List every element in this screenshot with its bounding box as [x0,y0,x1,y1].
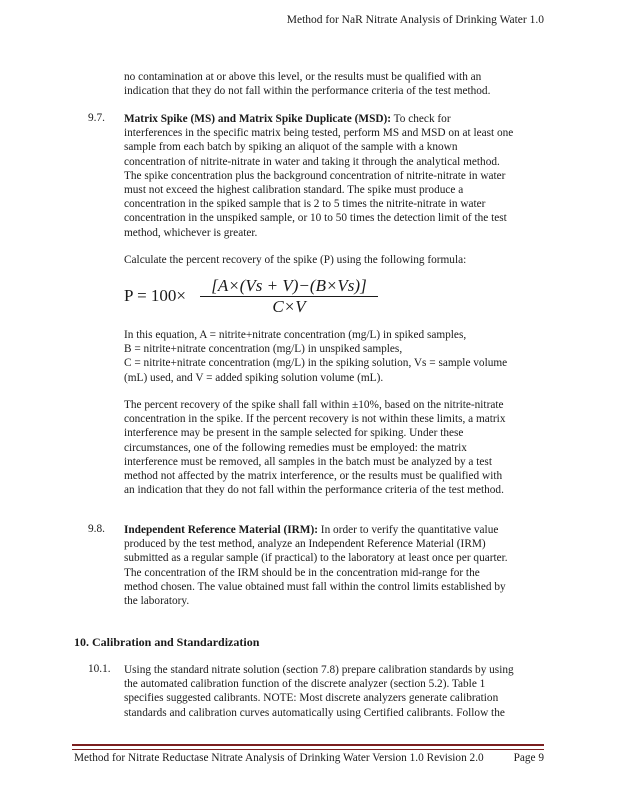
section-number-9-7: 9.7. [88,112,105,124]
text-line: no contamination at or above this level, or the results must be qualified with an [124,71,482,83]
text-line: specifies suggested calibrants. NOTE: Most discrete analyzers generate calibration [124,692,499,705]
page-number: Page 9 [513,752,544,764]
section-heading: Matrix Spike (MS) and Matrix Spike Duplicate (MSD): [124,113,392,125]
text-line: circumstances, one of the following remedies must be employed: the matrix [124,441,467,454]
text-line: Independent Reference Material (IRM): In order to verify the quantitative value [124,524,499,536]
section-9-7-body [124,112,564,240]
percent-recovery-formula [124,276,384,316]
text-line: indication that they do not fall within the performance criteria of the test method. [124,85,491,98]
formula-fraction [196,276,382,317]
text-line: sample from each batch by spiking an aliquot of the sample with a known [124,141,458,154]
text-line: The concentration of the IRM should be in the concentration mid-range for the [124,566,480,579]
text-line: C = nitrite+nitrate concentration (mg/L) in the spiking solution, Vs = sample volume [124,357,508,370]
text-line: Using the standard nitrate solution (section 7.8) prepare calibration standards by using [124,664,514,676]
text-line: interference must be removed, all samples in the batch must be analyzed by a test [124,455,492,468]
formula-denominator: C×V [272,297,306,316]
text-line: interferences in the specific matrix being tested, perform MS and MSD on at least one [124,127,514,140]
text-line: the laboratory. [124,595,190,608]
text-line: submitted as a regular sample (if practical) to the laboratory at least once per quarter. [124,552,508,565]
running-header: Method for NaR Nitrate Analysis of Drinking Water 1.0 [286,14,544,26]
footer-divider [72,744,544,750]
footer-title: Method for Nitrate Reductase Nitrate Analysis of Drinking Water Version 1.0 Revision 2.0 [74,752,484,764]
text-line: the automated calibration function of the discrete analyzer (section 5.2). Table 1 [124,678,486,691]
text-line: an indication that they do not fall within the performance criteria of the test method. [124,484,504,497]
calc-instruction: Calculate the percent recovery of the spike (P) using the following formula: [124,254,467,266]
text-line: B = nitrite+nitrate concentration (mg/L) in unspiked samples, [124,343,403,356]
formula-numerator: [A×(Vs + V)−(B×Vs)] [211,276,367,295]
intro-paragraph [124,70,564,98]
formula-lhs: P = 100× [124,286,186,305]
text-line: method, whichever is greater. [124,226,258,239]
text-line: The spike concentration plus the background concentration of nitrite-nitrate in water [124,169,506,182]
text-line: must not exceed the highest calibration standard. The spike must produce a [124,184,464,197]
text-line: method not affected by the matrix interference, or the results must be qualified with [124,470,503,483]
section-10-1-body [124,663,564,720]
text-line: concentration in the spike. If the percent recovery is not within these limits, a matrix [124,413,506,426]
text-line: (mL) used, and V = added spiking solution volume (mL). [124,371,384,384]
text-line: concentration in the unspiked sample, or 10 to 50 times the detection limit of the test [124,212,507,225]
section-number-10-1: 10.1. [88,663,111,675]
text-line: interference may be present in the sample selected for spiking. Under these [124,427,464,440]
variable-definitions [124,328,564,385]
text-line: standards and calibration curves automatically using Certified calibrants. Follow the [124,706,505,719]
text-line: Matrix Spike (MS) and Matrix Spike Duplicate (MSD): To check for [124,113,451,125]
text-line: The percent recovery of the spike shall fall within ±10%, based on the nitrite-nitrate [124,399,504,411]
section-9-8-body [124,523,564,608]
section-number-9-8: 9.8. [88,523,105,535]
text-line: concentration of nitrite-nitrate in water and taking it through the analytical method. [124,155,500,168]
section-10-heading: 10. Calibration and Standardization [74,635,260,649]
section-heading: Independent Reference Material (IRM): [124,524,318,536]
text-line: concentration in the spiked sample that is 2 to 5 times the nitrite-nitrate in water [124,198,486,211]
text-line: In this equation, A = nitrite+nitrate concentration (mg/L) in spiked samples, [124,329,467,341]
text-line: method chosen. The value obtained must fall within the control limits established by [124,580,506,593]
recovery-paragraph [124,398,564,497]
text-line: produced by the test method, analyze an Independent Reference Material (IRM) [124,538,486,551]
